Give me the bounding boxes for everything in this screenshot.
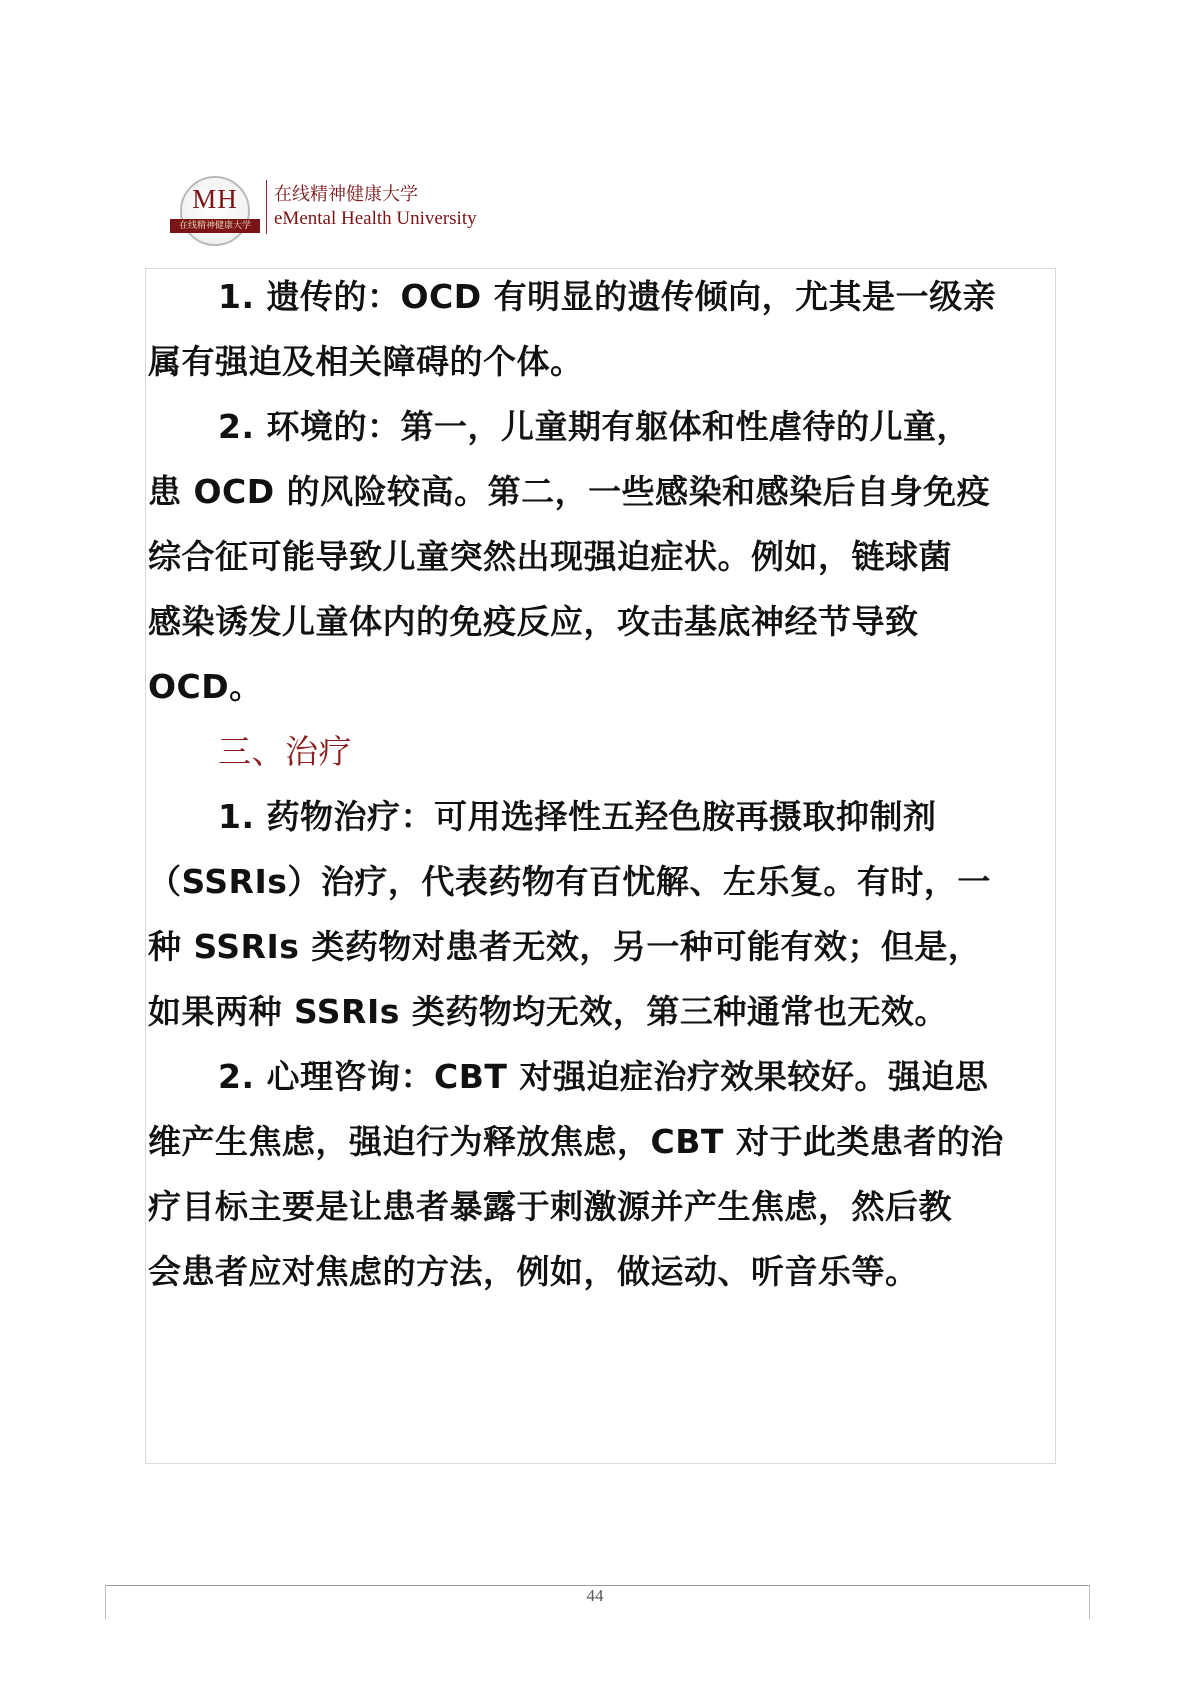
logo-divider (266, 180, 267, 234)
footer-tick-left (105, 1585, 106, 1619)
university-seal (170, 176, 252, 248)
paragraph-medication-line-4: 如果两种 SSRIs 类药物均无效，第三种通常也无效。 (148, 992, 948, 1031)
paragraph-medication-line-2: （SSRIs）治疗，代表药物有百忧解、左乐复。有时，一 (148, 862, 991, 901)
paragraph-counseling-line-1: 2. 心理咨询：CBT 对强迫症治疗效果较好。强迫思 (218, 1057, 989, 1096)
content-box (145, 268, 1056, 1464)
paragraph-medication-line-1: 1. 药物治疗：可用选择性五羟色胺再摄取抑制剂 (218, 797, 937, 836)
paragraph-counseling-line-3: 疗目标主要是让患者暴露于刺激源并产生焦虑，然后教 (148, 1187, 952, 1226)
paragraph-counseling-line-4: 会患者应对焦虑的方法，例如，做运动、听音乐等。 (148, 1252, 919, 1291)
seal-initials: MH (192, 184, 238, 214)
paragraph-environment-line-4: 感染诱发儿童体内的免疫反应，攻击基底神经节导致 (148, 602, 919, 641)
section-heading-treatment: 三、治疗 (218, 732, 352, 771)
seal-banner: 在线精神健康大学 (170, 219, 260, 233)
org-name-cn: 在线精神健康大学 (274, 184, 418, 205)
paragraph-counseling-line-2: 维产生焦虑，强迫行为释放焦虑，CBT 对于此类患者的治 (148, 1122, 1004, 1161)
page-number: 44 (586, 1586, 604, 1605)
paragraph-genetic-line-1: 1. 遗传的：OCD 有明显的遗传倾向，尤其是一级亲 (218, 277, 997, 316)
paragraph-environment-line-5: OCD。 (148, 667, 263, 706)
paragraph-environment-line-3: 综合征可能导致儿童突然出现强迫症状。例如，链球菌 (148, 537, 952, 576)
header-logo (170, 172, 500, 252)
footer-tick-right (1089, 1585, 1090, 1619)
paragraph-environment-line-2: 患 OCD 的风险较高。第二，一些感染和感染后自身免疫 (148, 472, 991, 511)
paragraph-genetic-line-2: 属有强迫及相关障碍的个体。 (148, 342, 584, 381)
paragraph-environment-line-1: 2. 环境的：第一，儿童期有躯体和性虐待的儿童， (218, 407, 970, 446)
paragraph-medication-line-3: 种 SSRIs 类药物对患者无效，另一种可能有效；但是， (148, 927, 982, 966)
org-name-en: eMental Health University (274, 208, 477, 229)
